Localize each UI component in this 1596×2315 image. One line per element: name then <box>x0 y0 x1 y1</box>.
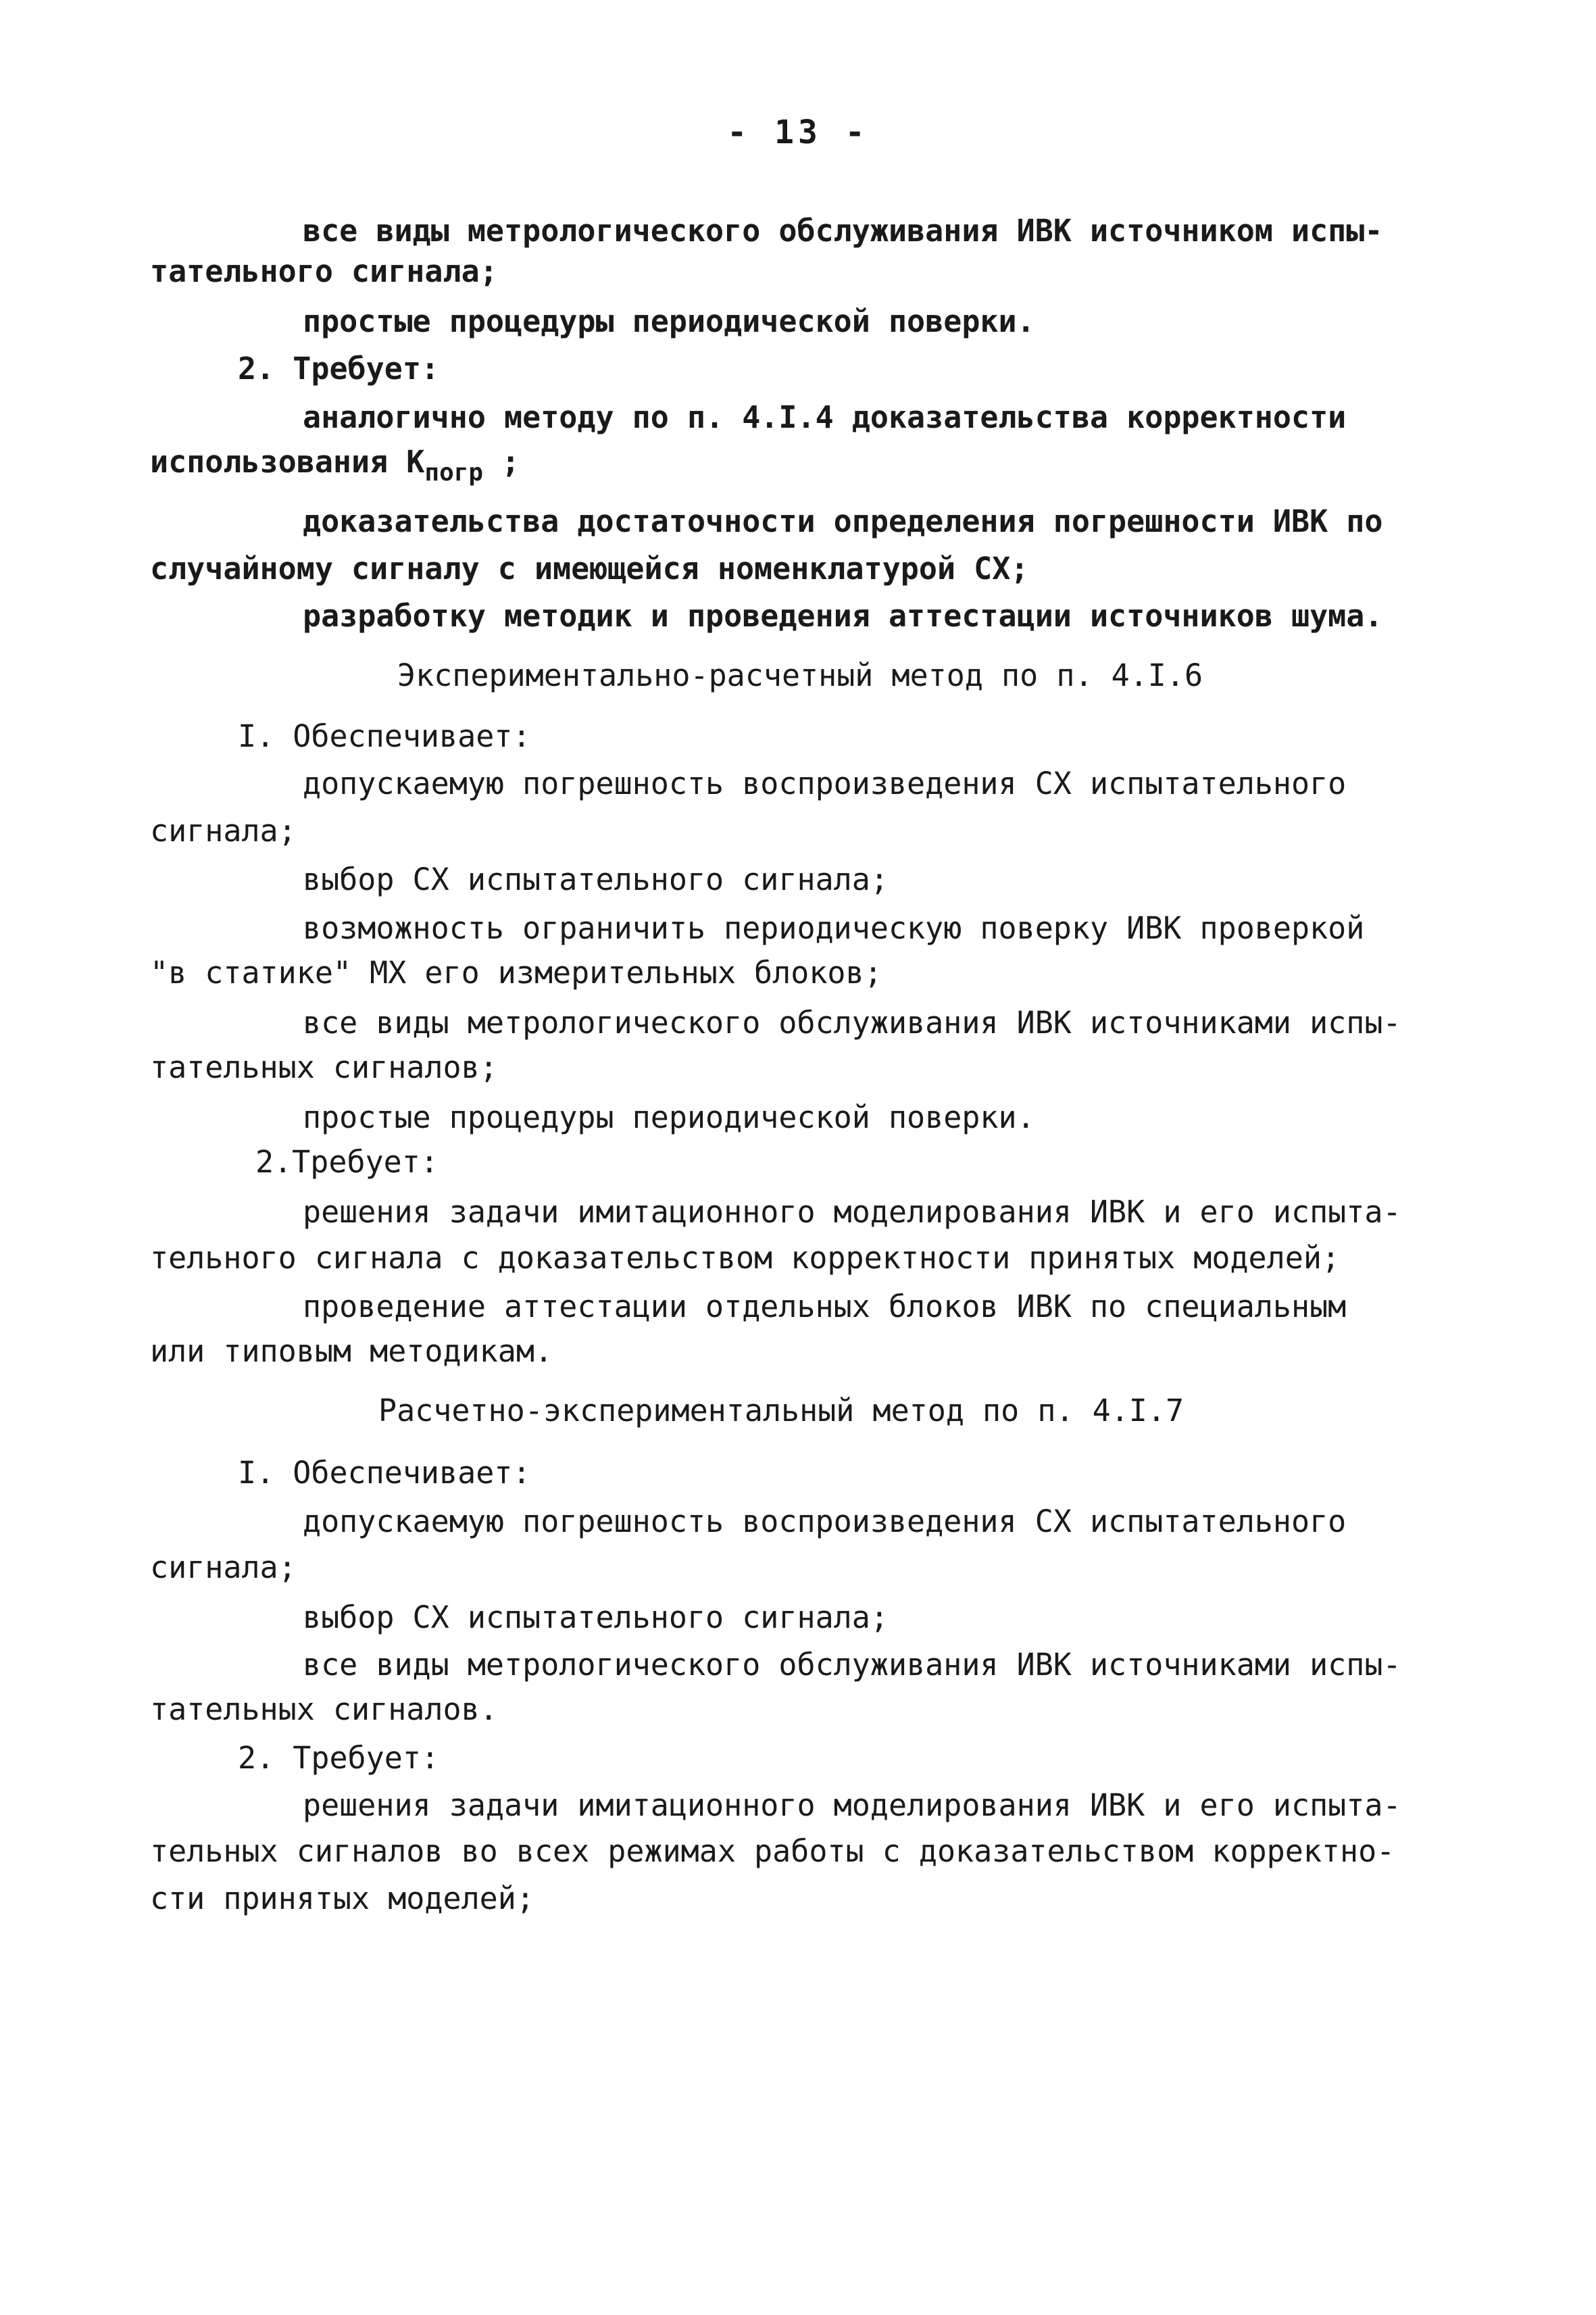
text-line: проведение аттестации отдельных блоков ИВК по специальным <box>303 1289 1347 1324</box>
text-line: простые процедуры периодической поверки. <box>303 1099 1035 1135</box>
text-line: допускаемую погрешность воспроизведения СХ испытательного <box>303 766 1347 801</box>
text-line: доказательства достаточности определения погрешности ИВК по <box>303 503 1383 539</box>
text-line: разработку методик и проведения аттестации источников шума. <box>303 598 1383 634</box>
list-item-label: 2. Требует: <box>238 1740 440 1776</box>
list-item-label: 2. Требует: <box>238 351 440 387</box>
text-line: сти принятых моделей; <box>150 1881 534 1916</box>
text-line: случайному сигналу с имеющейся номенклатурой СХ; <box>150 551 1029 587</box>
list-item-label: I. Обеспечивает: <box>238 1455 531 1491</box>
text-line: выбор СХ испытательного сигнала; <box>303 862 889 897</box>
subscript: погр <box>424 459 484 487</box>
text-line: простые процедуры периодической поверки. <box>303 303 1035 339</box>
text-line: все виды метрологического обслуживания ИВК источниками испы- <box>303 1647 1401 1683</box>
text-line: "в статике" МХ его измерительных блоков; <box>150 955 882 991</box>
text-line: тельного сигнала с доказательством корректности принятых моделей; <box>150 1240 1340 1276</box>
text-line: тательного сигнала; <box>150 253 498 289</box>
text-line: решения задачи имитационного моделирования ИВК и его испыта- <box>303 1787 1401 1823</box>
page-number: - 13 - <box>727 114 869 151</box>
text-line: возможность ограничить периодическую поверку ИВК проверкой <box>303 910 1365 946</box>
text-line: тельных сигналов во всех режимах работы с доказательством корректно- <box>150 1833 1395 1869</box>
text-line: все виды метрологического обслуживания ИВК источником испы- <box>303 213 1383 249</box>
text-line: решения задачи имитационного моделирования ИВК и его испыта- <box>303 1194 1401 1230</box>
text-line: или типовым методикам. <box>150 1333 553 1369</box>
list-item-label: 2.Требует: <box>255 1144 439 1180</box>
text-line <box>150 442 520 493</box>
text-line: сигнала; <box>150 1549 297 1585</box>
section-heading: Экспериментально-расчетный метод по п. 4.I.6 <box>397 657 1203 693</box>
text-line: сигнала; <box>150 813 297 849</box>
text-span: использования К <box>150 444 425 480</box>
text-line: все виды метрологического обслуживания ИВК источниками испы- <box>303 1005 1401 1041</box>
text-line: допускаемую погрешность воспроизведения СХ испытательного <box>303 1503 1347 1539</box>
text-line: тательных сигналов; <box>150 1049 498 1085</box>
section-heading: Расчетно-экспериментальный метод по п. 4.I.7 <box>378 1393 1184 1428</box>
text-line: аналогично методу по п. 4.I.4 доказательства корректности <box>303 399 1347 435</box>
text-line: тательных сигналов. <box>150 1691 498 1727</box>
text-line: выбор СХ испытательного сигнала; <box>303 1599 889 1635</box>
text-span: ; <box>483 444 520 480</box>
list-item-label: I. Обеспечивает: <box>238 718 531 754</box>
